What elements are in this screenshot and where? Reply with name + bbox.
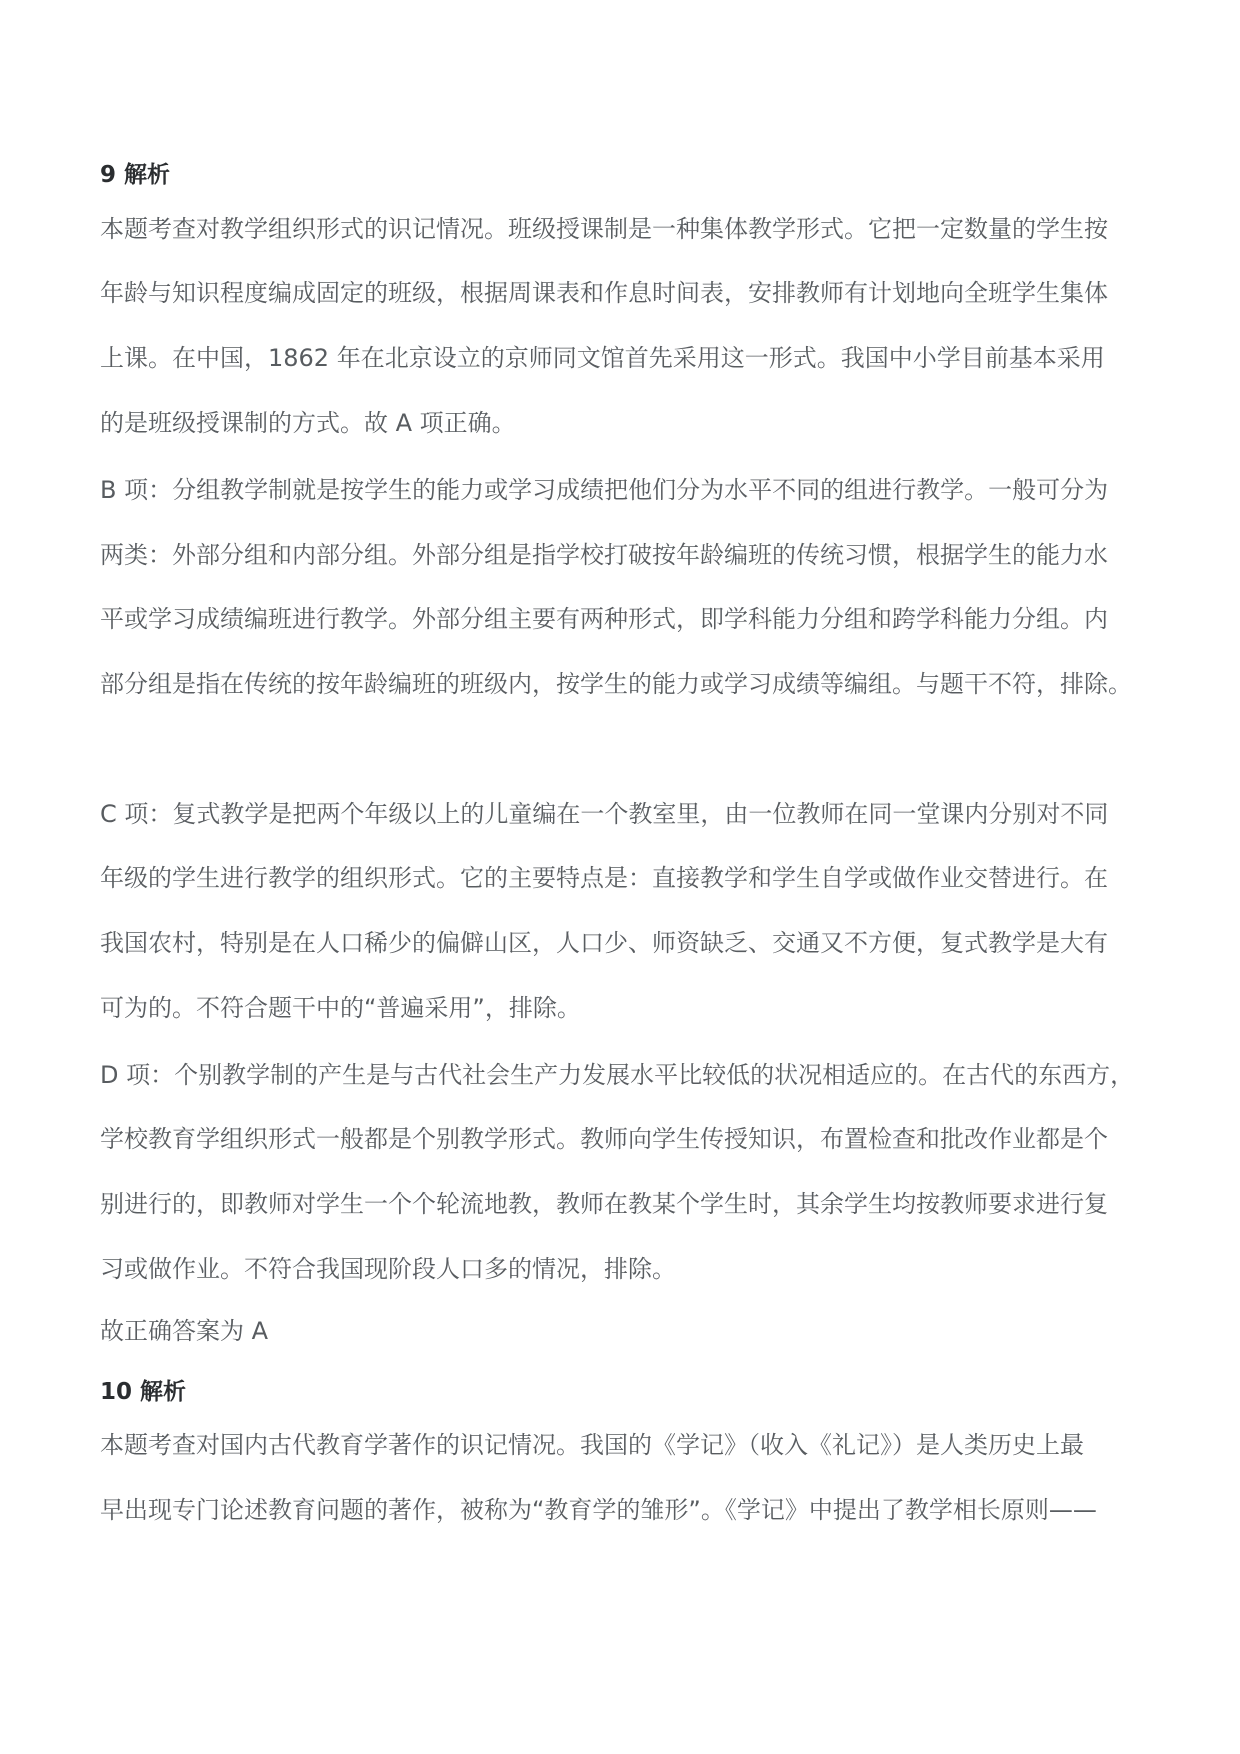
text-line: 学校教育学组织形式一般都是个别教学形式。教师向学生传授知识，布置检查和批改作业都是个 bbox=[100, 1125, 1108, 1153]
text-line: 别进行的，即教师对学生一个个轮流地教，教师在教某个学生时，其余学生均按教师要求进行复 bbox=[100, 1190, 1108, 1218]
text-line: D 项：个别教学制的产生是与古代社会生产力发展水平比较低的状况相适应的。在古代的东西方， bbox=[100, 1061, 1135, 1089]
text-line: 习或做作业。不符合我国现阶段人口多的情况，排除。 bbox=[100, 1255, 676, 1283]
text-line: 的是班级授课制的方式。故 A 项正确。 bbox=[100, 409, 516, 437]
text-line: 早出现专门论述教育问题的著作，被称为“教育学的雏形”。《学记》中提出了教学相长原则—— bbox=[100, 1496, 1097, 1524]
text-line: 年龄与知识程度编成固定的班级，根据周课表和作息时间表，安排教师有计划地向全班学生集体 bbox=[100, 279, 1108, 307]
text-line: 部分组是指在传统的按年龄编班的班级内，按学生的能力或学习成绩等编组。与题干不符，排除。 bbox=[100, 670, 1132, 698]
text-line: 上课。在中国，1862 年在北京设立的京师同文馆首先采用这一形式。我国中小学目前基本采用 bbox=[100, 344, 1105, 372]
text-line: 年级的学生进行教学的组织形式。它的主要特点是：直接教学和学生自学或做作业交替进行。在 bbox=[100, 864, 1108, 892]
text-line: C 项：复式教学是把两个年级以上的儿童编在一个教室里，由一位教师在同一堂课内分别对不同 bbox=[100, 800, 1109, 828]
text-line: 本题考查对教学组织形式的识记情况。班级授课制是一种集体教学形式。它把一定数量的学生按 bbox=[100, 215, 1108, 243]
q10-heading: 10 解析 bbox=[100, 1379, 187, 1405]
text-line: 本题考查对国内古代教育学著作的识记情况。我国的《学记》（收入《礼记》）是人类历史上最 bbox=[100, 1431, 1084, 1459]
q9-answer: 故正确答案为 A bbox=[100, 1317, 269, 1345]
text-line: 两类：外部分组和内部分组。外部分组是指学校打破按年龄编班的传统习惯，根据学生的能力水 bbox=[100, 541, 1108, 569]
text-line: 平或学习成绩编班进行教学。外部分组主要有两种形式，即学科能力分组和跨学科能力分组。内 bbox=[100, 605, 1108, 633]
text-line: B 项：分组教学制就是按学生的能力或学习成绩把他们分为水平不同的组进行教学。一般可分为 bbox=[100, 476, 1109, 504]
text-line: 可为的。不符合题干中的“普遍采用”，排除。 bbox=[100, 994, 581, 1022]
q9-heading: 9 解析 bbox=[100, 162, 171, 188]
text-line: 我国农村，特别是在人口稀少的偏僻山区，人口少、师资缺乏、交通又不方便，复式教学是大有 bbox=[100, 929, 1108, 957]
